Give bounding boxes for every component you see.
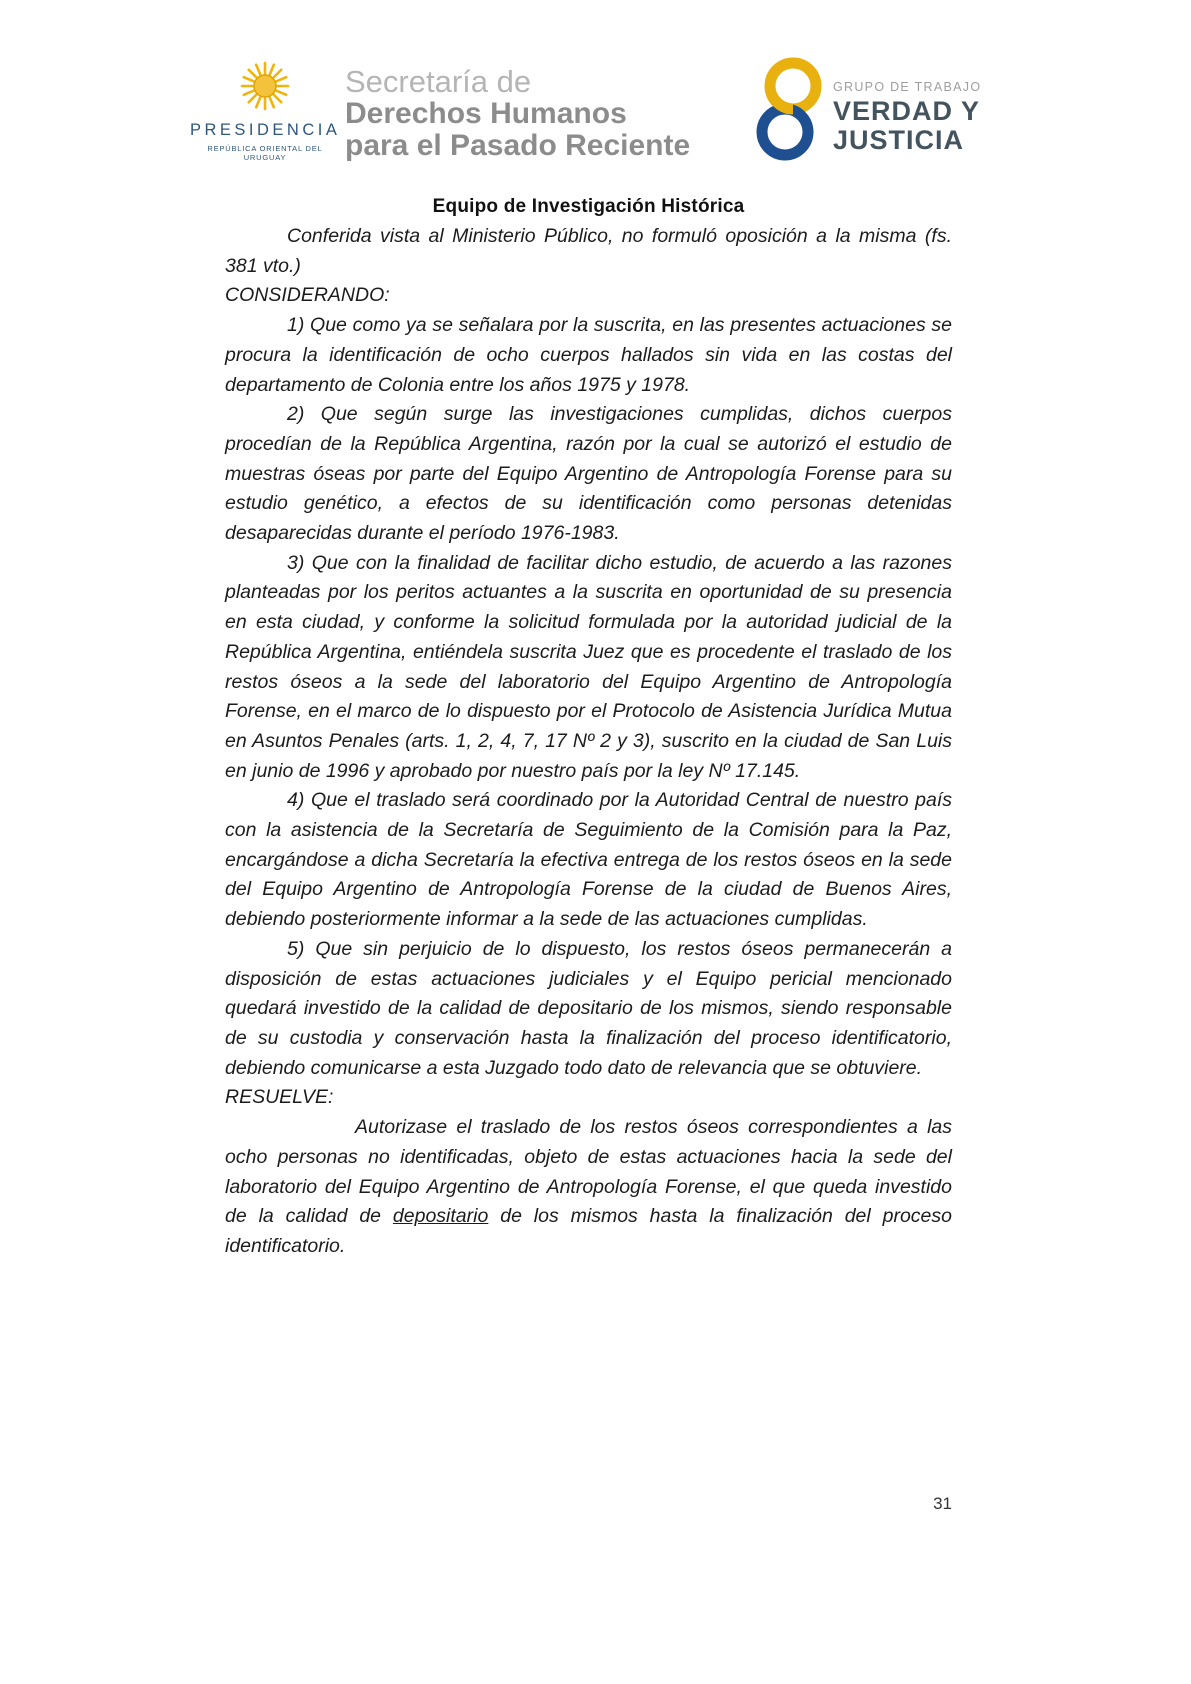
secretaria-line3: para el Pasado Reciente	[345, 129, 691, 162]
sun-icon	[229, 58, 301, 112]
verdad-label: VERDAD Y	[833, 96, 981, 126]
grupo-trabajo-label: GRUPO DE TRABAJO	[833, 80, 982, 94]
presidencia-subtitle: REPÚBLICA ORIENTAL DEL URUGUAY	[207, 144, 323, 162]
paragraph-1: 1) Que como ya se señalara por la suscrita, en las presentes actuaciones se procura la identificación de ocho cuerpos hallados sin vida en las costas del departamento de Colonia entre los años 1975 y 1978.	[225, 314, 952, 396]
presidencia-logo	[190, 58, 340, 162]
paragraph-4: 4) Que el traslado será coordinado por la Autoridad Central de nuestro país con la asistencia de la Secretaría de Seguimiento de la Comisión para la Paz, encargándose a dicha Secretaría la efectiva entrega de los restos óseos en la sede del Equipo Argentino de Antropología Forense de la ciudad de Buenos Aires, debiendo posteriormente informar a la sede de las actuaciones cumplidas.	[225, 789, 952, 931]
document-body	[225, 196, 952, 1262]
paragraph-3: 3) Que con la finalidad de facilitar dicho estudio, de acuerdo a las razones planteadas por los peritos actuantes a la suscrita en oportunidad de su presencia en esta ciudad, y conforme la solicitud formulada por la autoridad judicial de la República Argentina, entiéndela suscrita Juez que es procedente el traslado de los restos óseos a la sede del laboratorio del Equipo Argentino de Antropología Forense, en el marco de lo dispuesto por el Protocolo de Asistencia Jurídica Mutua en Asuntos Penales (arts. 1, 2, 4, 7, 17 Nº 2 y 3), suscrito en la ciudad de San Luis en junio de 1996 y aprobado por nuestro país por la ley Nº 17.145.	[225, 551, 952, 782]
verdad-justicia-logo	[752, 56, 828, 183]
letterhead	[0, 0, 1191, 190]
verdad-justicia-wordmark	[833, 80, 981, 155]
interlocking-rings-icon	[752, 56, 828, 178]
secretaria-line1: Secretaría de	[345, 64, 532, 99]
presidencia-title: PRESIDENCIA	[190, 121, 341, 139]
paragraph-resolution	[225, 1113, 952, 1262]
paragraph-conferida: Conferida vista al Ministerio Público, no formuló oposición a la misma (fs. 381 vto.)	[225, 225, 952, 277]
page-number: 31	[933, 1494, 952, 1513]
secretaria-line2: Derechos Humanos	[345, 97, 627, 130]
paragraph-resuelve: RESUELVE:	[225, 1086, 334, 1109]
secretaria-wordmark	[345, 66, 690, 162]
resolution-text-before: Autorizase el traslado de los restos óseos correspondientes a las ocho personas no identificadas, objeto de estas actuaciones hacia la sede del laboratorio del Equipo Argentino de Antropología Forense, el que queda investido de la calidad de	[225, 1116, 952, 1228]
paragraph-5: 5) Que sin perjuicio de lo dispuesto, los restos óseos permanecerán a disposición de estas actuaciones judiciales y el Equipo pericial mencionado quedará investido de la calidad de depositario de los mismos, siendo responsable de su custodia y conservación hasta la finalización del proceso identificatorio, debiendo comunicarse a esta Juzgado todo dato de relevancia que se obtuviere.	[225, 937, 952, 1079]
page-title: Equipo de Investigación Histórica	[432, 196, 745, 217]
justicia-label: JUSTICIA	[833, 125, 965, 155]
paragraph-considerando: CONSIDERANDO:	[225, 284, 390, 307]
resolution-text-after: de los mismos hasta la finalización del proceso identificatorio.	[225, 1205, 952, 1257]
resolution-underlined-word: depositario	[392, 1205, 489, 1228]
paragraph-2: 2) Que según surge las investigaciones cumplidas, dichos cuerpos procedían de la República Argentina, razón por la cual se autorizó el estudio de muestras óseas por parte del Equipo Argentino de Antropología Forense para su estudio genético, a efectos de su identificación como personas detenidas desaparecidas durante el período 1976-1983.	[225, 403, 952, 545]
